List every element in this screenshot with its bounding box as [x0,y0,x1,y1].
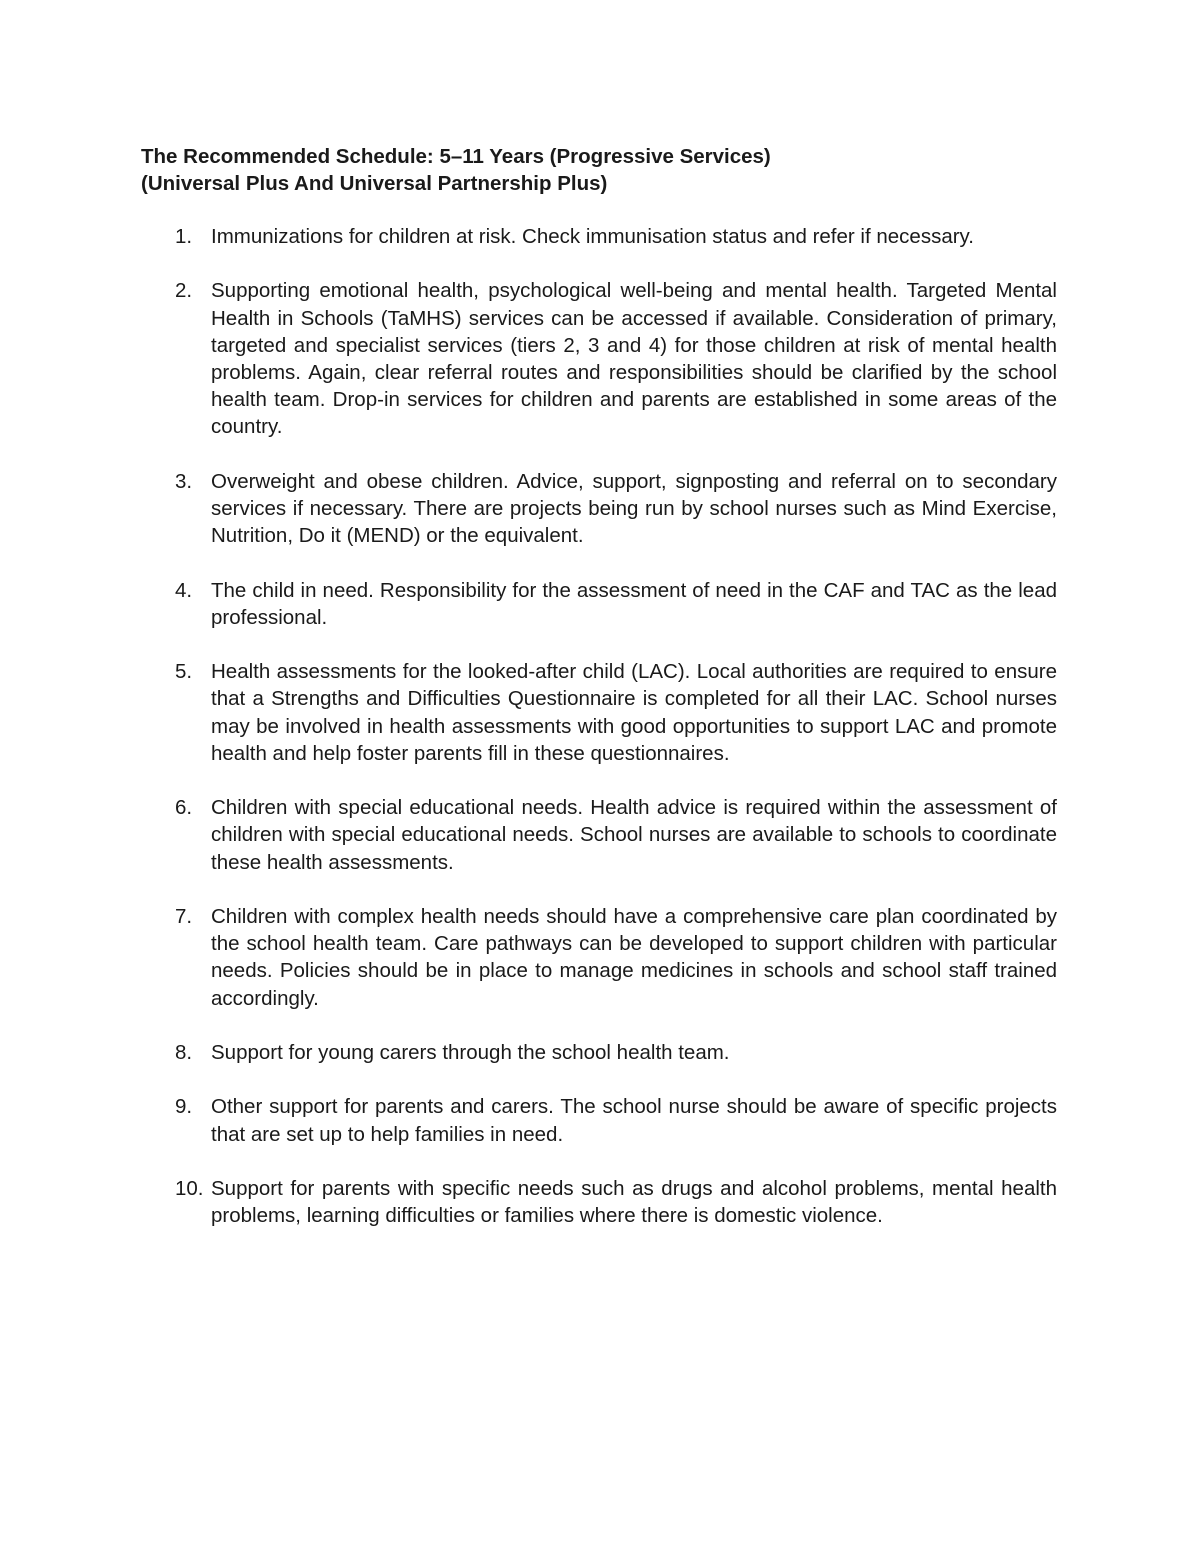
list-item-text: Children with complex health needs should have a comprehensive care plan coordinated by the school health team. Care pathways can be developed to support children with particular needs. Policies should be in place to manage medicines in schools and school staff trained accordingly. [211,904,1057,1010]
list-item-number: 5. [175,660,193,684]
list-item [141,903,1057,1012]
list-item [141,1039,1057,1066]
list-item [141,1175,1057,1229]
list-item [141,1093,1057,1147]
document-heading [141,143,1061,197]
list-item-number: 9. [175,1095,193,1119]
list-item-text: Supporting emotional health, psychological well-being and mental health. Targeted Mental Health in Schools (TaMHS) services can be accessed if available. Consideration of primary, targeted and specialist services (tiers 2, 3 and 4) for those children at risk of mental health problems. Again, clear referral routes and responsibilities should be clarified by the school health team. Drop-in services for children and parents are established in some areas of the country. [211,279,1057,439]
list-item [141,468,1057,550]
list-item-text: Overweight and obese children. Advice, support, signposting and referral on to secondary services if necessary. There are projects being run by school nurses such as Mind Exercise, Nutrition, Do it (MEND) or the equivalent. [211,469,1057,548]
list-item-text: Immunizations for children at risk. Check immunisation status and refer if necessary. [211,225,974,248]
list-item-number: 1. [175,225,193,248]
list-item-text: Support for young carers through the school health team. [211,1040,730,1064]
list-item-text: The child in need. Responsibility for the assessment of need in the CAF and TAC as the lead professional. [211,578,1057,629]
list-item-text: Support for parents with specific needs such as drugs and alcohol problems, mental health problems, learning difficulties or families where there is domestic violence. [211,1176,1057,1228]
list-item-number: 7. [175,904,193,928]
list-item-number: 4. [175,578,193,602]
recommendations-list [141,223,1057,1257]
list-item-number: 3. [175,469,193,493]
list-item [141,277,1057,440]
list-item [141,658,1057,767]
list-item-text: Other support for parents and carers. The school nurse should be aware of specific projects that are set up to help families in need. [211,1095,1057,1146]
list-item-text: Children with special educational needs. Health advice is required within the assessment of children with special educational needs. School nurses are available to schools to coordinate these health assessments. [211,796,1057,874]
title-line-2: (Universal Plus And Universal Partnership Plus) [141,172,608,195]
list-item-number: 2. [175,279,193,303]
list-item [141,577,1057,631]
list-item-text: Health assessments for the looked-after child (LAC). Local authorities are required to ensure that a Strengths and Difficulties Questionnaire is completed for all their LAC. School nurses may be involved in health assessments with good opportunities to support LAC and promote health and help foster parents fill in these questionnaires. [211,660,1057,765]
list-item [141,223,1057,250]
list-item-number: 6. [175,796,193,820]
list-item-number: 10. [175,1176,204,1200]
title-line-1: The Recommended Schedule: 5–11 Years (Progressive Services) [141,145,771,168]
list-item-number: 8. [175,1040,193,1064]
list-item [141,794,1057,876]
